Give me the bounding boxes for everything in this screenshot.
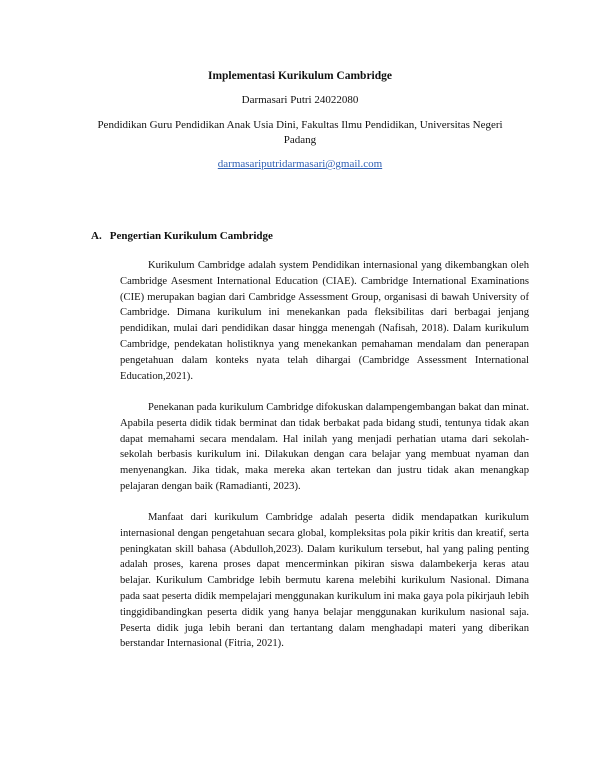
email-link[interactable]: darmasariputridarmasari@gmail.com	[217, 158, 383, 170]
section-heading	[91, 229, 511, 243]
paper-title: Implementasi Kurikulum Cambridge	[207, 70, 392, 82]
section-title: Pengertian Kurikulum Cambridge	[109, 230, 273, 242]
paragraph-1: Kurikulum Cambridge adalah system Pendidikan internasional yang dikembangkan oleh Cambridge Asesment International Education (CIAE). Cambridge International Examinations (CIE) merupakan bagian dari Cambridge Assessment Group, organisasi di bawah University of Cambridge. Dimana kurikulum ini menekankan pada fleksibilitas dari berbagai jenjang pendidikan, mulai dari pendidikan dasar hingga menengah (Nafisah, 2018). Dalam kurikulum Cambridge, pendekatan holistiknya yang menekankan pemahaman mendalam dan penerapan pengetahuan dalam konteks nyata telah dihargai (Cambridge Assessment International Education,2021).	[120, 260, 529, 382]
section-number: A.	[91, 230, 102, 242]
paragraph-3: Manfaat dari kurikulum Cambridge adalah peserta didik mendapatkan kurikulum internasional dengan pengetahuan secara global, kompleksitas pola pikir kritis dan kreatif, serta peningkatan skill bahasa (Abdulloh,2023). Dalam kurikulum tersebut, hal yang paling penting adalah proses, karena proses dapat mencerminkan pikiran siswa dalambekerja keras atau belajar. Kurikulum Cambridge lebih bermutu karena melebihi kurikulum Nasional. Dimana pada saat peserta didik mempelajari menggunakan kurikulum ini maka gaya pola pikirjauh lebih tinggidibandingkan peserta didik yang hanya belajar menggunakan kurikulum nasional saja. Peserta didik juga lebih berani dan tertantang dalam menghadapi materi yang diberikan berstandar Internasional (Fitria, 2021).	[120, 512, 529, 650]
email-line	[0, 157, 600, 171]
author-line: Darmasari Putri 24022080	[241, 94, 359, 106]
affiliation: Pendidikan Guru Pendidikan Anak Usia Dini, Fakultas Ilmu Pendidikan, Universitas Negeri Padang	[97, 119, 503, 146]
paragraph-2: Penekanan pada kurikulum Cambridge difokuskan dalampengembangan bakat dan minat. Apabila peserta didik tidak berminat dan tidak berbakat pada bidang studi, tentunya tidak akan dapat memahami secara mendalam. Hal inilah yang menjadi perhatian utama dari sekolah-sekolah berbasis kurikulum ini. Dilakukan dengan cara belajar yang membuat nyaman dan menyenangkan. Jika tidak, maka mereka akan tertekan dan justru tidak akan menangkap pelajaran dengan baik (Ramadianti, 2023).	[120, 402, 529, 492]
